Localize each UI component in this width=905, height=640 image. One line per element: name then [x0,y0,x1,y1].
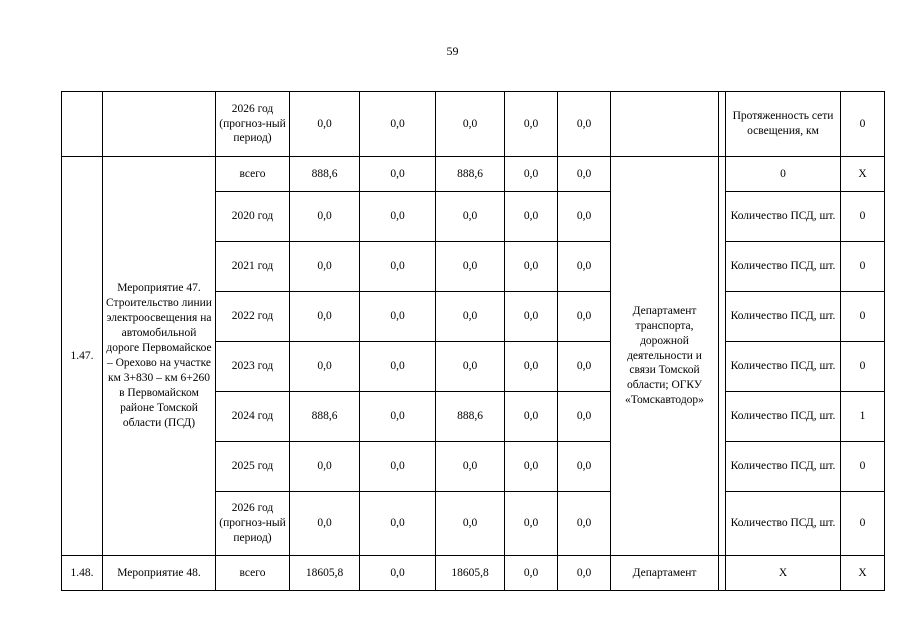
cell-value: 0,0 [360,292,436,342]
cell-value: 0,0 [436,442,505,492]
cell-name [103,92,216,157]
cell-value: 888,6 [290,392,360,442]
cell-indicator-value: Х [841,157,885,192]
cell-indicator-value: 0 [841,292,885,342]
cell-value: 0,0 [360,342,436,392]
cell-gap [719,556,726,591]
table-row [62,556,885,591]
cell-value: 0,0 [558,92,611,157]
cell-value: 18605,8 [436,556,505,591]
cell-value: 0,0 [436,192,505,242]
cell-value: 0,0 [290,192,360,242]
cell-value: 0,0 [360,192,436,242]
cell-value: 0,0 [360,442,436,492]
cell-period: 2022 год [216,292,290,342]
cell-period: 2023 год [216,342,290,392]
cell-value: 0,0 [290,92,360,157]
cell-value: 0,0 [558,492,611,556]
cell-indicator: Количество ПСД, шт. [726,492,841,556]
cell-value: 0,0 [360,157,436,192]
cell-value: 0,0 [360,392,436,442]
cell-value: 0,0 [436,342,505,392]
cell-num: 1.48. [62,556,103,591]
cell-gap [719,157,726,556]
cell-indicator: Х [726,556,841,591]
cell-indicator-value: 0 [841,442,885,492]
cell-value: 888,6 [436,392,505,442]
cell-indicator: 0 [726,157,841,192]
cell-indicator: Количество ПСД, шт. [726,242,841,292]
cell-name: Мероприятие 48. [103,556,216,591]
cell-value: 18605,8 [290,556,360,591]
cell-value: 0,0 [290,492,360,556]
cell-value: 0,0 [290,292,360,342]
cell-value: 0,0 [505,242,558,292]
cell-value: 0,0 [505,92,558,157]
cell-indicator: Количество ПСД, шт. [726,442,841,492]
cell-value: 0,0 [558,192,611,242]
cell-value: 0,0 [360,92,436,157]
cell-value: 0,0 [558,556,611,591]
cell-value: 0,0 [360,492,436,556]
table-row [62,157,885,192]
cell-period: 2024 год [216,392,290,442]
cell-name: Мероприятие 47. Строительство линии электроосвещения на автомобильной дороге Первомайское – Орехово на участке км 3+830 – км 6+260 в Первомайском районе Томской области (ПСД) [103,157,216,556]
cell-indicator-value: 0 [841,92,885,157]
cell-indicator: Количество ПСД, шт. [726,292,841,342]
cell-period: всего [216,556,290,591]
cell-value: 0,0 [505,192,558,242]
cell-value: 888,6 [436,157,505,192]
cell-value: 888,6 [290,157,360,192]
cell-value: 0,0 [558,342,611,392]
cell-value: 0,0 [558,292,611,342]
cell-executor: Департамент [611,556,719,591]
cell-value: 0,0 [558,157,611,192]
cell-period: 2026 год (прогноз-ный период) [216,492,290,556]
cell-value: 0,0 [505,292,558,342]
cell-value: 0,0 [505,342,558,392]
cell-value: 0,0 [360,242,436,292]
cell-indicator-value: 0 [841,192,885,242]
cell-value: 0,0 [505,442,558,492]
cell-value: 0,0 [360,556,436,591]
cell-period: 2021 год [216,242,290,292]
cell-value: 0,0 [436,292,505,342]
cell-value: 0,0 [558,392,611,442]
cell-period: 2026 год (прогноз-ный период) [216,92,290,157]
cell-value: 0,0 [505,492,558,556]
cell-value: 0,0 [436,92,505,157]
cell-gap [719,92,726,157]
program-table [61,91,885,591]
cell-executor [611,92,719,157]
cell-indicator: Количество ПСД, шт. [726,192,841,242]
cell-num: 1.47. [62,157,103,556]
cell-value: 0,0 [505,556,558,591]
cell-executor: Департамент транспорта, дорожной деятельности и связи Томской области; ОГКУ «Томскавтодор» [611,157,719,556]
cell-value: 0,0 [558,242,611,292]
cell-value: 0,0 [290,442,360,492]
cell-value: 0,0 [290,342,360,392]
cell-indicator-value: 0 [841,342,885,392]
cell-period: всего [216,157,290,192]
cell-indicator-value: Х [841,556,885,591]
cell-value: 0,0 [290,242,360,292]
cell-value: 0,0 [505,157,558,192]
cell-indicator: Количество ПСД, шт. [726,342,841,392]
cell-value: 0,0 [436,492,505,556]
cell-indicator-value: 1 [841,392,885,442]
page-number: 59 [446,44,459,58]
cell-period: 2025 год [216,442,290,492]
cell-indicator: Протяженность сети освещения, км [726,92,841,157]
cell-value: 0,0 [505,392,558,442]
cell-value: 0,0 [558,442,611,492]
table-row [62,92,885,157]
cell-value: 0,0 [436,242,505,292]
cell-indicator: Количество ПСД, шт. [726,392,841,442]
cell-indicator-value: 0 [841,242,885,292]
cell-indicator-value: 0 [841,492,885,556]
cell-period: 2020 год [216,192,290,242]
cell-num [62,92,103,157]
